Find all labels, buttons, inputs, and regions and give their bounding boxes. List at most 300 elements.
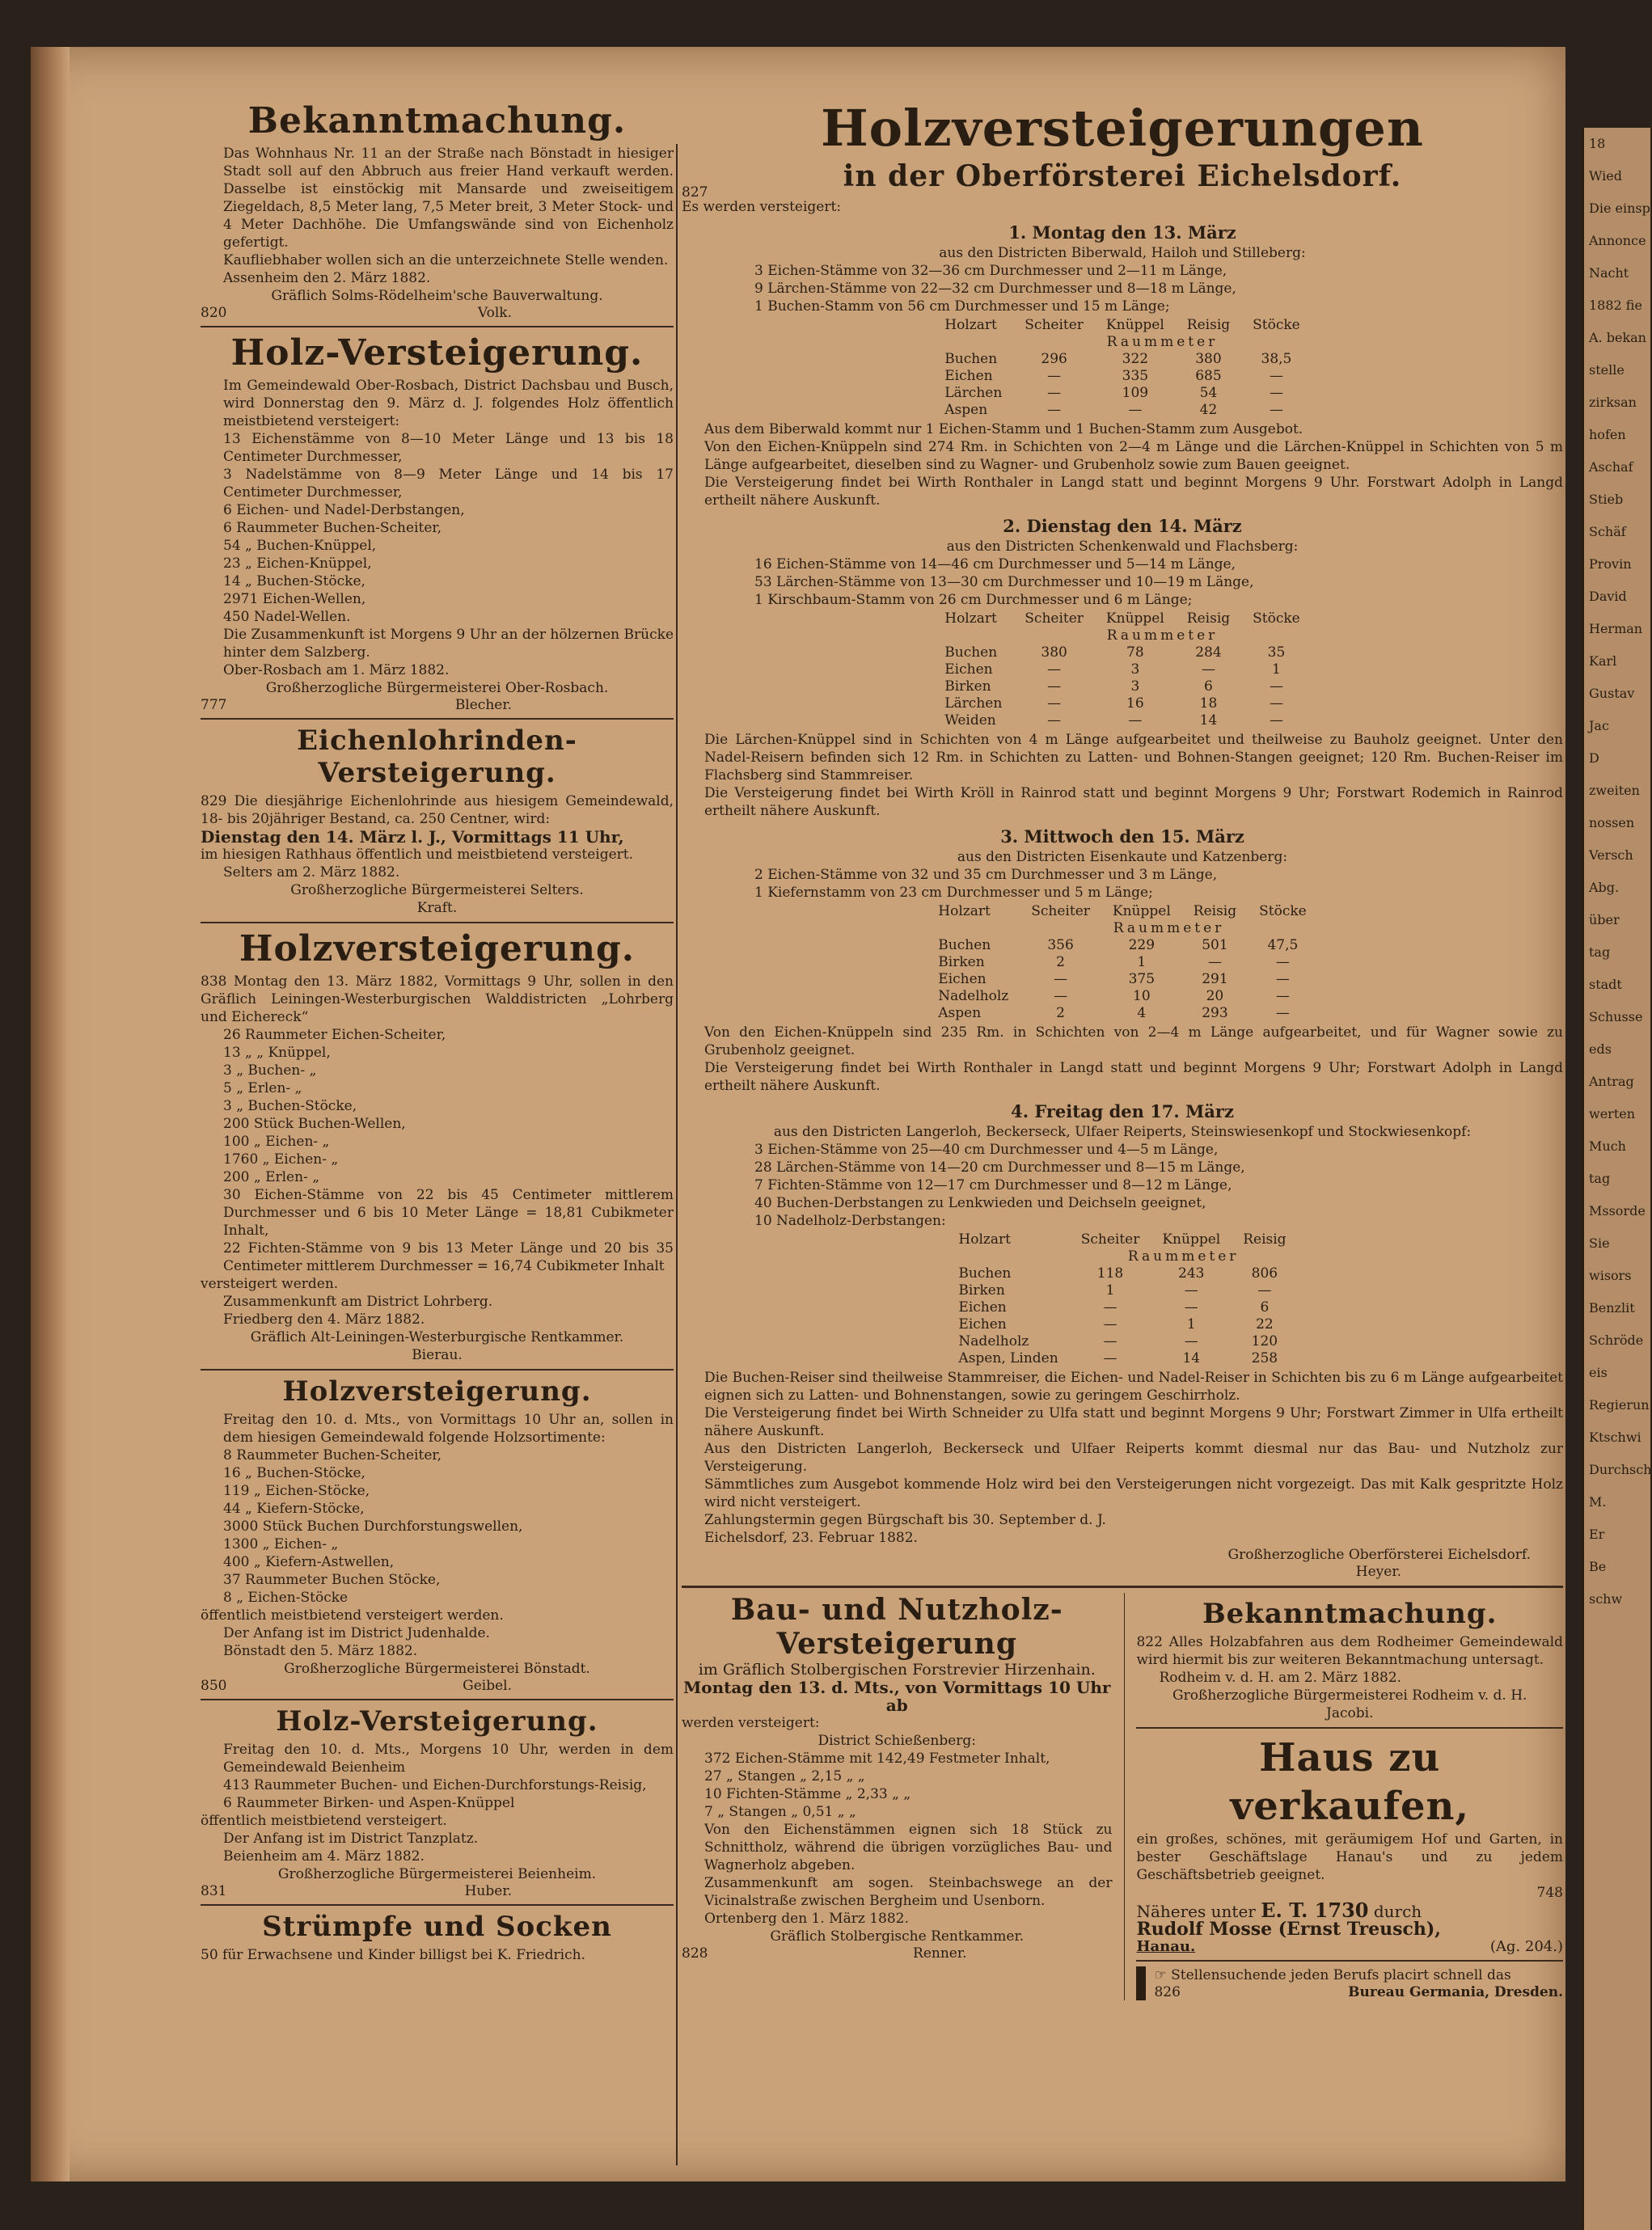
list-item: 54 „ Buchen-Knüppel, (223, 538, 377, 554)
table-cell: — (1184, 1299, 1198, 1316)
strip-fragment: Sie (1589, 1235, 1610, 1251)
list-item: 400 „ Kiefern-Astwellen, (223, 1554, 395, 1570)
ad-org: Gräflich Stolbergische Rentkammer. (770, 1928, 1025, 1945)
section-districts: aus den Districten Biberwald, Hailoh und Stilleberg: (939, 245, 1306, 261)
section-heading: 4. Freitag den 17. März (1011, 1101, 1234, 1121)
ad-firm: Bureau Germania, Dresden. (1348, 1984, 1563, 2000)
table-row (927, 971, 1317, 988)
table-cell: 16 (1126, 695, 1144, 712)
section-districts: aus den Districten Langerloh, Beckerseck, Ulfaer Reiperts, Steinswiesenkopf und Stockwiesenkopf: (773, 1124, 1472, 1140)
table-cell: — (1275, 971, 1290, 987)
item-list (201, 430, 674, 626)
ad-date: Ortenberg den 1. März 1882. (704, 1911, 909, 1927)
ad-number: 828 (682, 1945, 708, 1962)
left-column (201, 95, 674, 1964)
list-item: 30 Eichen-Stämme von 22 bis 45 Centimeter mittlerem Durchmesser und 6 bis 10 Meter Länge = 18,81 Cubikmeter Inhalt, (223, 1187, 674, 1239)
table-cell: 296 (1041, 351, 1067, 367)
strip-fragment: Durchsch (1589, 1462, 1652, 1477)
wood-table (947, 1231, 1297, 1367)
strip-fragment: zirksan (1589, 395, 1637, 410)
ad-firm: Rudolf Mosse (Ernst Treusch), (1136, 1919, 1441, 1940)
table-cell: — (1184, 1333, 1198, 1349)
table-header: Reisig (1193, 903, 1237, 919)
table-cell: — (1275, 1005, 1290, 1021)
table-cell: — (1047, 695, 1062, 712)
table-header: Stöcke (1253, 610, 1300, 627)
section-note: Die Versteigerung findet bei Wirth Ronthaler in Langd statt und beginnt Morgens 9 Uhr. Forstwart Adolph in Langd ertheilt nähere Auskunft. (704, 475, 1563, 509)
table-cell: — (1269, 678, 1283, 695)
ad-title: Haus zu verkaufen, (1230, 1735, 1470, 1829)
table-header: Scheiter (1025, 317, 1084, 333)
notice-date: Ober-Rosbach am 1. März 1882. (223, 662, 450, 678)
strip-fragment: Stieb (1589, 492, 1624, 507)
table-row (933, 712, 1312, 729)
notice-title: Holz-Versteigerung. (276, 1705, 598, 1738)
strip-fragment: nossen (1589, 815, 1635, 830)
list-item: 1 Buchen-Stamm von 56 cm Durchmesser und 15 m Länge; (754, 298, 1170, 315)
list-item: 13 Eichenstämme von 8—10 Meter Länge und 13 bis 18 Centimeter Durchmesser, (223, 431, 674, 465)
strip-fragment: Much (1589, 1138, 1626, 1154)
table-cell: 109 (1122, 385, 1149, 401)
strip-fragment: werten (1589, 1106, 1636, 1121)
table-cell (933, 627, 1013, 644)
main-subtitle: in der Oberförsterei Eichelsdorf. (843, 159, 1402, 193)
ad-subtitle: im Gräflich Stolbergischen Forstrevier Hirzenhain. (698, 1661, 1096, 1679)
table-cell: — (1201, 661, 1215, 678)
auction-sections (682, 222, 1563, 1529)
table-cell: 806 (1251, 1265, 1278, 1282)
table-cell: — (1269, 385, 1283, 401)
table-cell: 18 (1199, 695, 1218, 712)
list-item: 28 Lärchen-Stämme von 14—20 cm Durchmesser und 8—15 m Länge, (754, 1159, 1245, 1176)
table-header: Scheiter (1031, 903, 1090, 919)
list-item: 27 „ Stangen „ 2,15 „ „ (704, 1768, 865, 1784)
strip-fragment: Gustav (1589, 686, 1635, 701)
list-item: 200 Stück Buchen-Wellen, (223, 1116, 406, 1132)
section-note: Die Versteigerung findet bei Wirth Schneider zu Ulfa statt und beginnt Morgens 9 Uhr; Forstwart Zimmer in Ulfa ertheilt nähere Auskunft. (704, 1405, 1563, 1439)
table-row (927, 988, 1317, 1005)
list-item: 372 Eichen-Stämme mit 142,49 Festmeter Inhalt, (704, 1751, 1050, 1767)
list-item: 3 Eichen-Stämme von 32—36 cm Durchmesser und 2—11 m Länge, (754, 263, 1227, 279)
table-row (933, 678, 1312, 695)
notice-body: Kaufliebhaber wollen sich an die unterzeichnete Stelle wenden. (223, 252, 669, 268)
auction-section (682, 222, 1563, 509)
table-cell: — (1047, 712, 1062, 729)
strip-fragment: eis (1589, 1365, 1608, 1380)
table-cell: Aspen (944, 402, 988, 418)
table-unit: Raummeter (1127, 1248, 1240, 1265)
table-cell: 1 (1186, 1316, 1196, 1333)
table-header: Reisig (1186, 610, 1231, 627)
table-row (933, 695, 1312, 712)
strip-fragment: Annonce (1589, 233, 1646, 248)
table-row (947, 1316, 1297, 1333)
table-cell: 54 (1199, 385, 1218, 401)
main-column (682, 95, 1563, 2000)
table-cell: — (1275, 954, 1290, 970)
list-item: 3000 Stück Buchen Durchforstungswellen, (223, 1518, 523, 1535)
notice-title: Holzversteigerung. (239, 928, 636, 969)
strip-fragment: Aschaf (1589, 459, 1633, 475)
list-item: 3 Eichen-Stämme von 25—40 cm Durchmesser und 4—5 m Länge, (754, 1142, 1219, 1158)
list-item: 16 Eichen-Stämme von 14—46 cm Durchmesser und 5—14 m Länge, (754, 556, 1236, 572)
notice-date: Assenheim den 2. März 1882. (223, 270, 431, 286)
table-cell: 3 (1130, 661, 1140, 678)
notice-number: 827 (682, 184, 708, 201)
ad-body: 50 für Erwachsene und Kinder billigst bei K. Friedrich. (201, 1947, 585, 1963)
notice-body: Im Gemeindewald Ober-Rosbach, District Dachsbau und Busch, wird Donnerstag den 9. März d. J. folgendes Holz öffentlich meistbietend versteigert: (223, 378, 674, 429)
table-cell: 14 (1199, 712, 1218, 729)
strip-fragment: Schäf (1589, 524, 1626, 539)
strip-fragment: 18 (1589, 136, 1606, 151)
ad-city: Hanau. (1136, 1938, 1196, 1955)
strip-fragment: über (1589, 912, 1620, 927)
table-cell: 501 (1202, 937, 1228, 953)
table-cell: — (1184, 1282, 1198, 1299)
section-districts: aus den Districten Eisenkaute und Katzenberg: (957, 849, 1288, 865)
notice-signature: Volk. (477, 305, 512, 321)
list-item: 53 Lärchen-Stämme von 13—30 cm Durchmesser und 10—19 m Länge, (754, 574, 1254, 590)
table-cell: 42 (1199, 402, 1218, 418)
table-cell: 1 (1105, 1282, 1115, 1299)
table-cell: 380 (1041, 644, 1067, 661)
table-cell: Eichen (944, 368, 993, 384)
strip-fragment: wisors (1589, 1268, 1632, 1283)
notice-body: Zusammenkunft am District Lohrberg. (223, 1294, 493, 1310)
table-cell: 284 (1195, 644, 1222, 661)
table-row (947, 1299, 1297, 1316)
list-item: 1760 „ Eichen- „ (223, 1151, 339, 1168)
table-unit: Raummeter (1106, 334, 1219, 350)
table-cell: 35 (1267, 644, 1286, 661)
table-cell: Nadelholz (958, 1333, 1029, 1349)
table-header: Reisig (1186, 317, 1231, 333)
main-org: Großherzogliche Oberförsterei Eichelsdorf. (1227, 1547, 1531, 1563)
section-note: Die Buchen-Reiser sind theilweise Stammreiser, die Eichen- und Nadel-Reiser in Schichten bis zu 6 m Länge aufgearbeitet eignen sich zu Latten- und Bohnenstangen, sowie zu geringem Geschirrholz. (704, 1370, 1563, 1404)
list-item: 22 Fichten-Stämme von 9 bis 13 Meter Länge und 20 bis 35 Centimeter mittlerem Durchmesser = 16,74 Cubikmeter Inhalt (223, 1240, 674, 1274)
wood-table (933, 610, 1312, 729)
list-item: 10 Fichten-Stämme „ 2,33 „ „ (704, 1786, 911, 1802)
list-item: 100 „ Eichen- „ (223, 1134, 330, 1150)
table-cell: Eichen (958, 1316, 1007, 1333)
table-cell: — (1047, 678, 1062, 695)
strip-fragment: Die einsp (1589, 201, 1650, 216)
strip-fragment: Schusse (1589, 1009, 1643, 1024)
table-cell: 1 (1137, 954, 1147, 970)
notice-body: 838 Montag den 13. März 1882, Vormittags 9 Uhr, sollen in den Gräflich Leiningen-Westerburgischen Walddistricten „Lohrberg und Eichereck“ (201, 974, 674, 1025)
table-cell: 2 (1056, 1005, 1065, 1021)
table-row (933, 351, 1312, 368)
table-cell: — (1047, 385, 1062, 401)
strip-fragment: M. (1589, 1494, 1607, 1510)
strip-fragment: stelle (1589, 362, 1625, 378)
ad-body: werden versteigert: (682, 1715, 820, 1731)
strip-fragment: Ktschwi (1589, 1430, 1641, 1445)
column-divider (1124, 1593, 1126, 2000)
section-note: Zahlungstermin gegen Bürgschaft bis 30. September d. J. (704, 1512, 1106, 1528)
section-districts: aus den Districten Schenkenwald und Flachsberg: (946, 538, 1299, 555)
list-item: 119 „ Eichen-Stöcke, (223, 1483, 370, 1499)
list-item: 8 Raummeter Buchen-Scheiter, (223, 1447, 442, 1463)
list-item: 37 Raummeter Buchen Stöcke, (223, 1572, 441, 1588)
table-cell: — (1103, 1333, 1118, 1349)
table-cell: — (1269, 368, 1283, 384)
auction-section (682, 1101, 1563, 1529)
item-list (201, 1026, 674, 1275)
list-item: 44 „ Kiefern-Stöcke, (223, 1501, 365, 1517)
notice-holzversteigerung-lohrberg (201, 928, 674, 1364)
table-cell (947, 1248, 1069, 1265)
table-cell: Aspen (938, 1005, 982, 1021)
main-title: Holzversteigerungen (821, 99, 1424, 158)
notice-body: Der Anfang ist im District Tanzplatz. (223, 1831, 479, 1847)
table-header: Stöcke (1253, 317, 1300, 333)
table-cell: 6 (1260, 1299, 1270, 1316)
notice-body: öffentlich meistbietend versteigert. (201, 1813, 447, 1829)
notice-org: Gräflich Solms-Rödelheim'sche Bauverwaltung. (271, 288, 603, 304)
table-row (947, 1350, 1297, 1367)
table-cell: 380 (1195, 351, 1222, 367)
ad-body: ein großes, schönes, mit geräumigem Hof und Garten, in bester Geschäftslage Hanau's und zu jedem Geschäftsbetrieb geeignet. (1136, 1831, 1563, 1883)
strip-fragment: Antrag (1589, 1074, 1634, 1089)
table-cell: 22 (1256, 1316, 1274, 1333)
column-divider (676, 144, 678, 2165)
section-note: Aus den Districten Langerloh, Beckerseck und Ulfaer Reiperts kommt diesmal nur das Bau- und Nutzholz zur Versteigerung. (704, 1441, 1563, 1475)
table-header: Knüppel (1112, 903, 1171, 919)
table-row (947, 1333, 1297, 1350)
section-note: Die Versteigerung findet bei Wirth Ronthaler in Langd statt und beginnt Morgens 9 Uhr; Forstwart Adolph in Langd ertheilt nähere Auskunft. (704, 1060, 1563, 1094)
main-intro: Es werden versteigert: (682, 199, 842, 215)
list-item: 7 Fichten-Stämme von 12—17 cm Durchmesser und 8—12 m Länge, (754, 1177, 1232, 1193)
strip-fragment: Jac (1589, 718, 1609, 733)
section-heading: 2. Dienstag den 14. März (1003, 516, 1242, 536)
table-cell: 6 (1204, 678, 1213, 695)
table-cell: — (1257, 1282, 1272, 1299)
notice-org: Großherzogliche Bürgermeisterei Selters. (290, 882, 584, 898)
main-date: Eichelsdorf, 23. Februar 1882. (704, 1530, 918, 1546)
table-cell: Buchen (944, 351, 998, 367)
table-cell: 258 (1251, 1350, 1278, 1366)
ad-body: 822 Alles Holzabfahren aus dem Rodheimer Gemeindewald wird hiermit bis zur weiteren Bekanntmachung untersagt. (1136, 1634, 1563, 1668)
table-unit: Raummeter (1106, 627, 1219, 644)
table-cell: Eichen (938, 971, 987, 987)
auction-section (682, 826, 1563, 1095)
notice-body: versteigert werden. (201, 1276, 339, 1292)
ad-signature: Jacobi. (1326, 1705, 1374, 1721)
list-item: 16 „ Buchen-Stöcke, (223, 1465, 365, 1481)
right-ads (1136, 1593, 1563, 2000)
list-item: 9 Lärchen-Stämme von 22—32 cm Durchmesser und 8—18 m Länge, (754, 281, 1236, 297)
strip-fragment: schw (1589, 1591, 1623, 1607)
ad-date-bold: Montag den 13. d. Mts., von Vormittags 10 Uhr ab (683, 1678, 1111, 1715)
notice-body: im hiesigen Rathhaus öffentlich und meistbietend versteigert. (201, 847, 634, 863)
section-heading: 1. Montag den 13. März (1008, 222, 1236, 243)
table-cell: 38,5 (1261, 351, 1292, 367)
table-cell: 4 (1137, 1005, 1147, 1021)
newspaper-page (31, 47, 1652, 2181)
table-cell: Buchen (944, 644, 998, 661)
table-cell: Birken (938, 954, 985, 970)
table-cell: Aspen, Linden (958, 1350, 1058, 1366)
strip-fragment: hofen (1589, 427, 1626, 442)
table-cell: — (1275, 988, 1290, 1004)
table-cell: 375 (1128, 971, 1156, 987)
table-cell: 685 (1195, 368, 1222, 384)
list-item: 413 Raummeter Buchen- und Eichen-Durchforstungs-Reisig, (223, 1777, 647, 1793)
strip-fragment: D (1589, 750, 1599, 766)
table-cell: — (1047, 661, 1062, 678)
strip-fragment: Er (1589, 1527, 1605, 1542)
section-note: Die Lärchen-Knüppel sind in Schichten von 4 m Länge aufgearbeitet und theilweise zu Bauholz geeignet. Unter den Nadel-Reisern befinden sich 12 Rm. in Schichten zu Latten- und Bohnen-Stangen geeignet; 120 Rm. Buchen-Reiser im Flachsberg sind Stammreiser. (704, 732, 1563, 783)
notice-org: Gräflich Alt-Leiningen-Westerburgische Rentkammer. (250, 1329, 624, 1345)
table-row (927, 1005, 1317, 1022)
notice-number: 850 (201, 1678, 227, 1694)
strip-fragment: Benzlit (1589, 1300, 1635, 1316)
notice-number: 820 (201, 305, 227, 321)
ad-date: Rodheim v. d. H. am 2. März 1882. (1159, 1670, 1402, 1686)
ad-code: E. T. 1730 (1261, 1898, 1369, 1922)
strip-fragment: Provin (1589, 556, 1632, 572)
list-item: 26 Raummeter Eichen-Scheiter, (223, 1027, 446, 1043)
table-cell: 10 (1133, 988, 1151, 1004)
table-header: Holzart (938, 903, 991, 919)
notice-body: Das Wohnhaus Nr. 11 an der Straße nach Bönstadt in hiesiger Stadt soll auf den Abbruch aus freier Hand verkauft werden. Dasselbe ist einstöckig mit Mansarde und zweiseitigem Ziegeldach, 8,5 Meter lang, 7,5 Meter breit, 3 Meter Stock- und 4 Meter Dachhöhe. Die Umfangswände sind von Eichenholz gefertigt. (223, 146, 674, 251)
strip-fragment: Mssorde (1589, 1203, 1646, 1218)
notice-wohnhaus (201, 100, 674, 321)
table-header: Holzart (944, 317, 997, 333)
table-cell: 335 (1122, 368, 1149, 384)
item-list (682, 1750, 1113, 1821)
table-cell: — (1269, 695, 1283, 712)
notice-title: Holz-Versteigerung. (230, 332, 644, 374)
strip-fragment: 1882 fie (1589, 298, 1642, 313)
ad-body: Stellensuchende jeden Berufs placirt schnell das (1171, 1967, 1511, 1983)
wood-table (927, 903, 1317, 1022)
section-note: Von den Eichen-Knüppeln sind 274 Rm. in Schichten von 2—4 m Länge und die Lärchen-Knüppel in Schichten von 5 m Länge aufgearbeitet, dieselben sind zu Wagner- und Grubenholz sowie zum Bauen geeignet. (704, 439, 1563, 473)
table-row (933, 368, 1312, 385)
table-cell: 229 (1128, 937, 1156, 953)
ad-title: Bekanntmachung. (1202, 1598, 1498, 1630)
table-cell (927, 920, 1020, 937)
table-header: Scheiter (1025, 610, 1084, 627)
ad-title: Strümpfe und Socken (262, 1911, 612, 1943)
list-item: 6 Raummeter Birken- und Aspen-Knüppel (223, 1795, 515, 1811)
table-header: Reisig (1243, 1231, 1287, 1248)
table-header: Scheiter (1080, 1231, 1140, 1248)
notice-org: Großherzogliche Bürgermeisterei Beienheim. (277, 1866, 597, 1882)
ad-body: Zusammenkunft am sogen. Steinbachswege an der Vicinalstraße zwischen Bergheim und Usenborn. (704, 1875, 1113, 1909)
notice-date: Beienheim am 4. März 1882. (223, 1848, 425, 1865)
section-heading: 3. Mittwoch den 15. März (1000, 826, 1244, 847)
table-cell: Birken (958, 1282, 1005, 1299)
list-item: 6 Eichen- und Nadel-Derbstangen, (223, 502, 465, 518)
notice-body: Freitag den 10. d. Mts., Morgens 10 Uhr, werden in dem Gemeindewald Beienheim (223, 1742, 674, 1776)
ad-org: Großherzogliche Bürgermeisterei Rodheim v. d. H. (1172, 1687, 1527, 1704)
table-cell: Birken (944, 678, 991, 695)
table-header: Stöcke (1259, 903, 1307, 919)
item-list (201, 1776, 674, 1812)
list-item: 2 Eichen-Stämme von 32 und 35 cm Durchmesser und 3 m Länge, (754, 867, 1218, 883)
ad-title: Bau- und Nutzholz-Versteigerung (730, 1593, 1063, 1661)
ad-number: 826 (1154, 1984, 1181, 2000)
notice-number: 831 (201, 1883, 227, 1899)
notice-number: 777 (201, 697, 227, 713)
table-header: Knüppel (1162, 1231, 1221, 1248)
table-cell: 20 (1206, 988, 1224, 1004)
table-cell: Eichen (958, 1299, 1007, 1316)
table-cell (933, 334, 1013, 351)
table-cell: — (1128, 402, 1143, 418)
table-header: Holzart (958, 1231, 1011, 1248)
notice-eichenlohrinden (201, 724, 674, 917)
strip-fragment: tag (1589, 1171, 1611, 1186)
list-item: 3 Nadelstämme von 8—9 Meter Länge und 14 bis 17 Centimeter Durchmesser, (223, 467, 674, 500)
table-cell: Lärchen (944, 385, 1003, 401)
list-item: 6 Raummeter Buchen-Scheiter, (223, 520, 442, 536)
item-list (201, 1447, 674, 1607)
table-row (947, 1282, 1297, 1299)
table-cell: — (1103, 1316, 1118, 1333)
strip-fragment: Wied (1589, 168, 1622, 184)
table-cell: Eichen (944, 661, 993, 678)
notice-date: Friedberg den 4. März 1882. (223, 1311, 425, 1328)
list-item: 14 „ Buchen-Stöcke, (223, 573, 365, 589)
table-cell: 356 (1047, 937, 1074, 953)
table-cell: — (1207, 954, 1222, 970)
table-cell: Buchen (938, 937, 991, 953)
table-cell: 293 (1202, 1005, 1228, 1021)
table-row (947, 1265, 1297, 1282)
table-cell: 14 (1182, 1350, 1201, 1366)
table-cell: 2 (1056, 954, 1065, 970)
list-item: 23 „ Eichen-Knüppel, (223, 555, 372, 572)
table-cell: 243 (1178, 1265, 1205, 1282)
notice-title: Holzversteigerung. (282, 1375, 592, 1408)
table-cell: Weiden (944, 712, 996, 729)
notice-date: Bönstadt den 5. März 1882. (223, 1643, 418, 1659)
table-cell: 78 (1126, 644, 1144, 661)
table-cell: — (1128, 712, 1143, 729)
notice-date: Selters am 2. März 1882. (223, 864, 400, 881)
table-row (927, 937, 1317, 954)
notice-title: Eichenlohrinden-Versteigerung. (297, 724, 577, 789)
table-row (933, 402, 1312, 419)
list-item: 1300 „ Eichen- „ (223, 1536, 339, 1552)
strip-fragment: Versch (1589, 847, 1633, 863)
table-cell: 322 (1122, 351, 1149, 367)
strip-fragment: Be (1589, 1559, 1607, 1574)
list-item: 1 Kirschbaum-Stamm von 26 cm Durchmesser und 6 m Länge; (754, 592, 1193, 608)
table-cell: 3 (1130, 678, 1140, 695)
table-cell: — (1103, 1299, 1118, 1316)
list-item: 3 „ Buchen-Stöcke, (223, 1098, 357, 1114)
table-row (933, 385, 1312, 402)
ad-signature: Renner. (913, 1945, 967, 1962)
ad-black-bar (1136, 1966, 1146, 2000)
notice-org: Großherzogliche Bürgermeisterei Ober-Rosbach. (265, 680, 609, 696)
list-item: 200 „ Erlen- „ (223, 1169, 319, 1185)
table-cell: 47,5 (1267, 937, 1299, 953)
strip-fragment: stadt (1589, 977, 1622, 992)
notice-holzversteigerung-boenstadt (201, 1375, 674, 1694)
strip-fragment: Nacht (1589, 265, 1629, 281)
table-cell: — (1054, 988, 1068, 1004)
table-cell: — (1054, 971, 1068, 987)
table-header: Knüppel (1105, 610, 1164, 627)
ad-body: durch (1373, 1902, 1422, 1921)
table-cell: 291 (1202, 971, 1228, 987)
notice-holz-beienheim (201, 1705, 674, 1899)
